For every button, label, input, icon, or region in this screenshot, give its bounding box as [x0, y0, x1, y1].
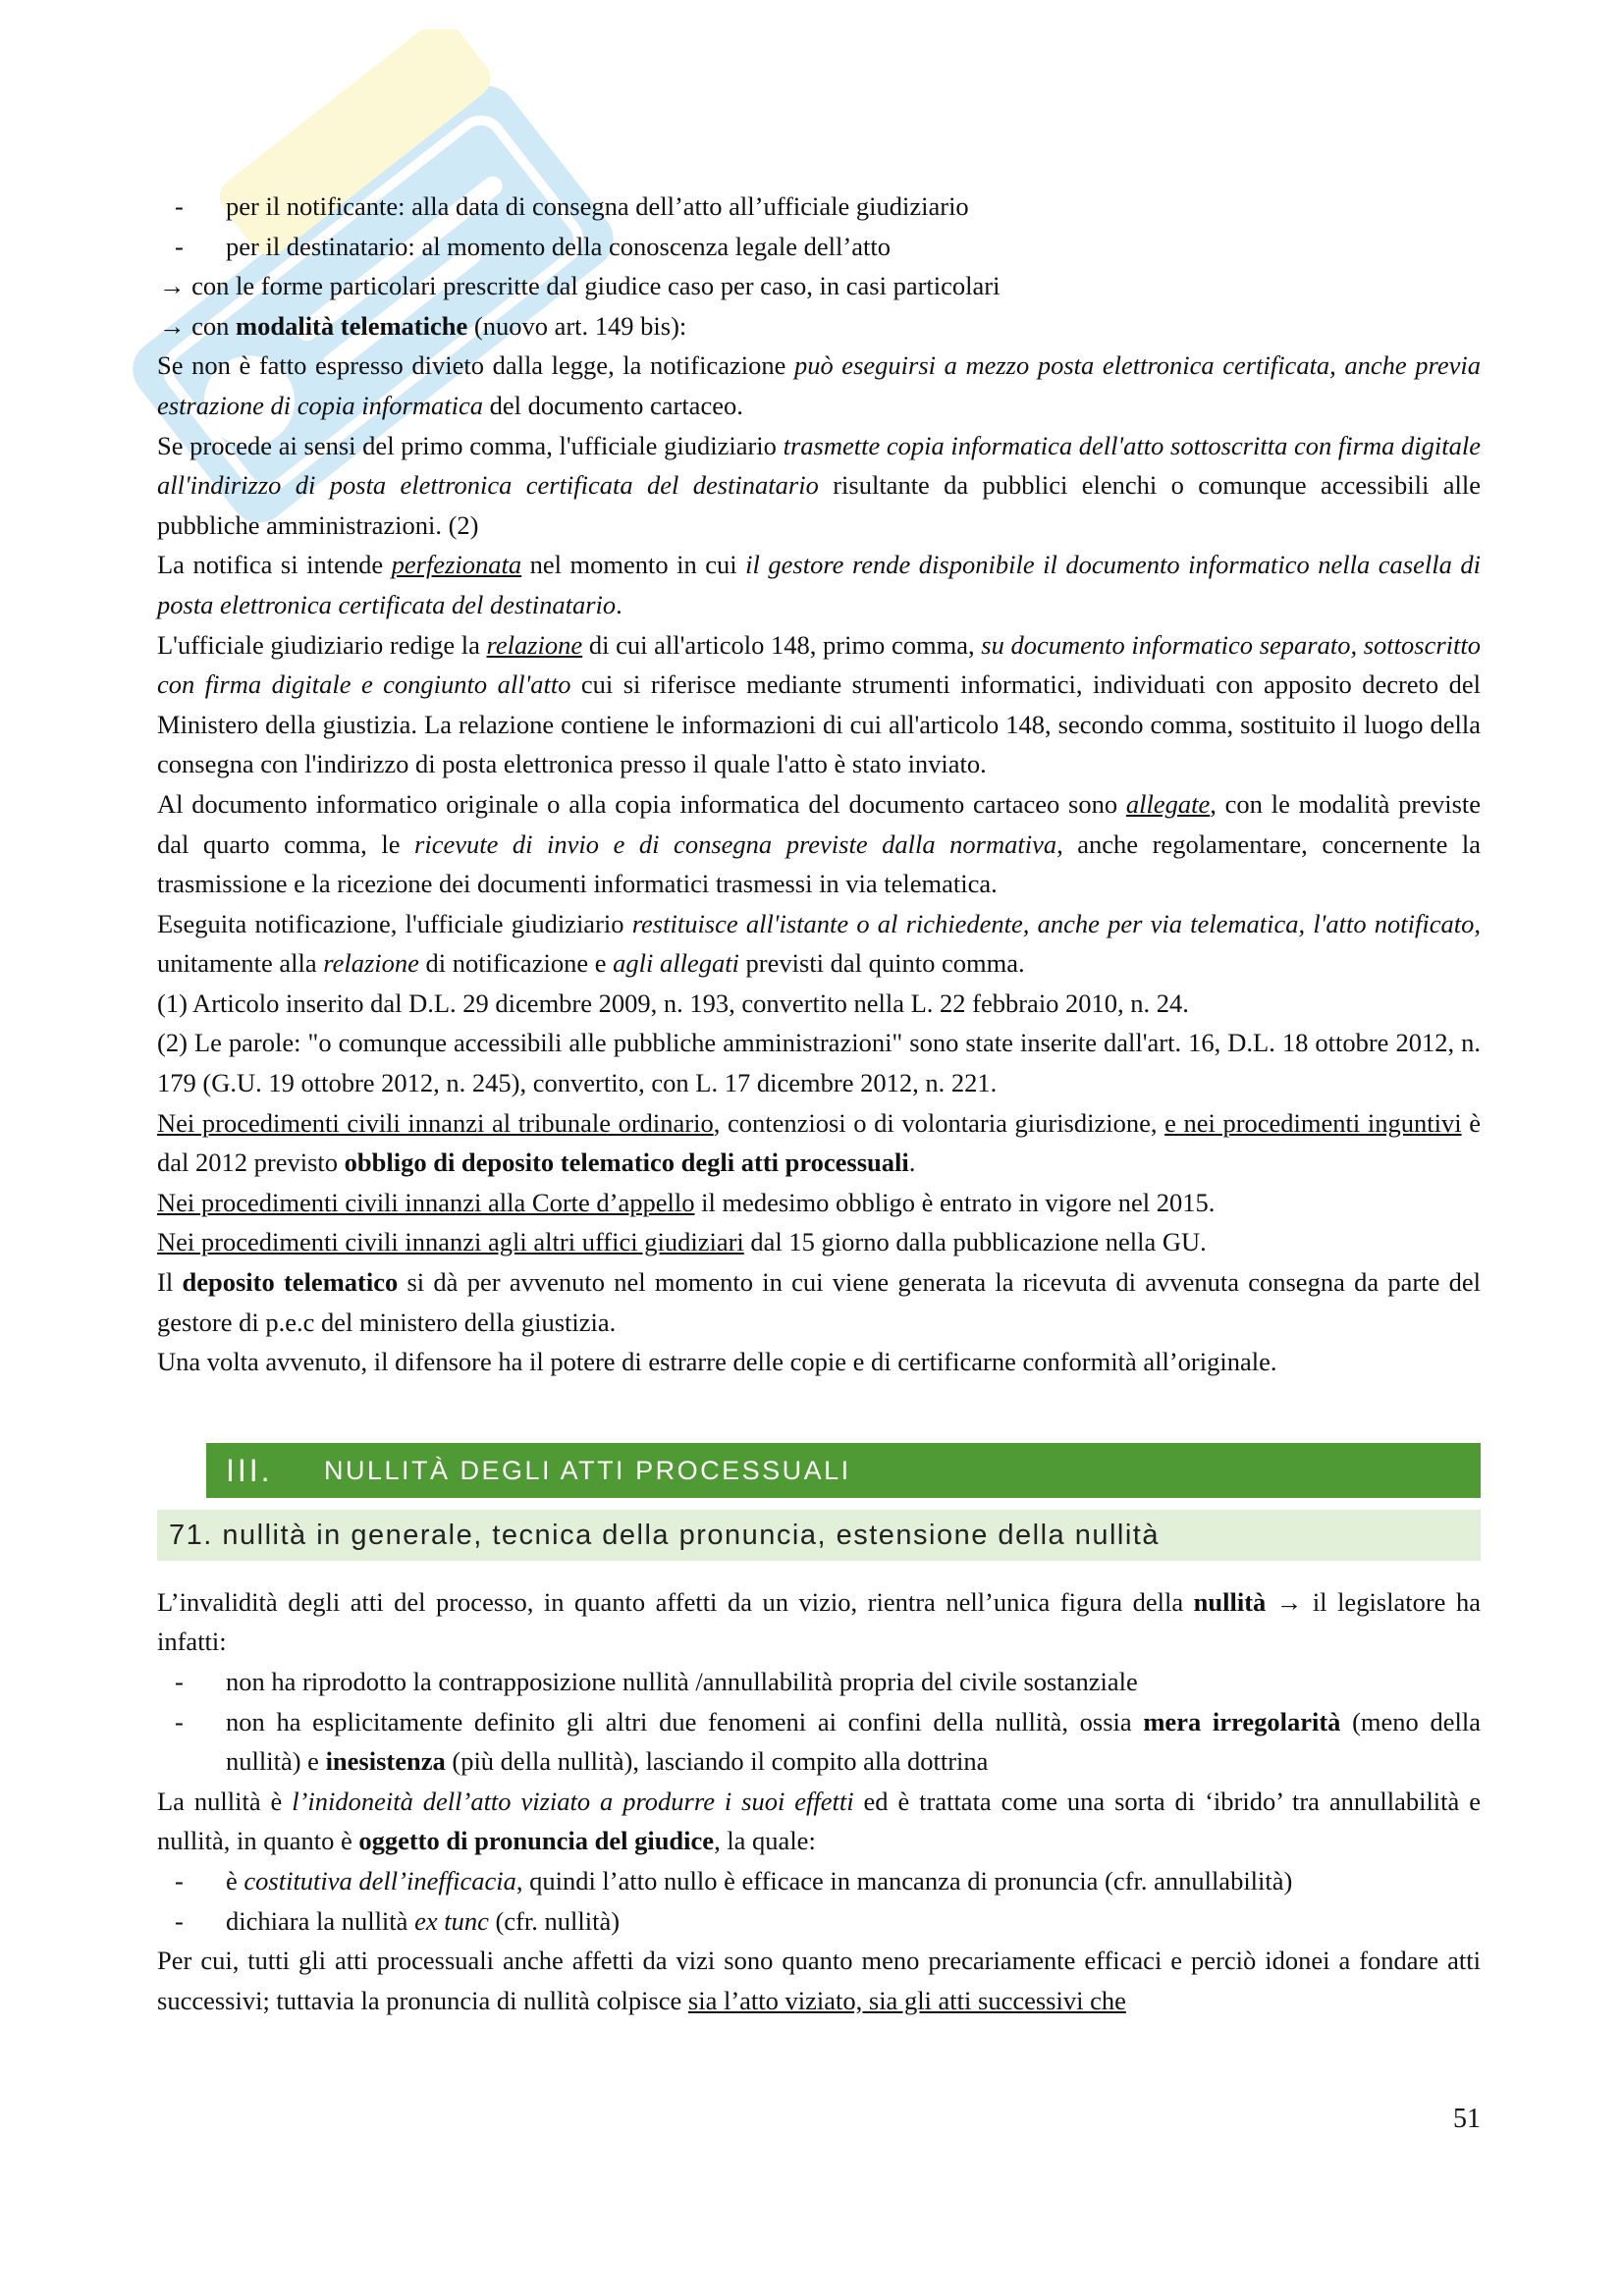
list-item: - non ha esplicitamente definito gli altri due fenomeni ai confini della nullità, ossia mera irregolarità (meno della nullità) e inesistenza (più della nullità), lasciando il compito alla dottrina	[157, 1702, 1481, 1782]
footnote-2: (2) Le parole: "o comunque accessibili alle pubbliche amministrazioni" sono state inserite dall'art. 16, D.L. 18 ottobre 2012, n. 179 (G.U. 19 ottobre 2012, n. 245), convertito, con L. 17 dicembre 2012, n. 221.	[157, 1028, 1481, 1098]
page-content	[157, 187, 1481, 2020]
paragraph: Se procede ai sensi del primo comma, l'ufficiale giudiziario trasmette copia informatica dell'atto sottoscritta con firma digitale all'indirizzo di posta elettronica certificata del destinatario risultante da pubblici elenchi o comunque accessibili alle pubbliche amministrazioni. (2)	[157, 430, 1481, 540]
spacer	[157, 1561, 1481, 1582]
paragraph: Una volta avvenuto, il difensore ha il potere di estrarre delle copie e di certificarne conformità all’originale.	[157, 1347, 1277, 1377]
spacer	[157, 1382, 1481, 1443]
section-title: NULLITÀ DEGLI ATTI PROCESSUALI	[324, 1455, 851, 1485]
subsection-heading: 71. nullità in generale, tecnica della pronuncia, estensione della nullità	[157, 1510, 1481, 1561]
paragraph: Se non è fatto espresso divieto dalla legge, la notificazione può eseguirsi a mezzo posta elettronica certificata, anche previa estrazione di copia informatica del documento cartaceo.	[157, 350, 1482, 420]
paragraph: Per cui, tutti gli atti processuali anche affetti da vizi sono quanto meno precariamente efficaci e perciò idonei a fondare atti successivi; tuttavia la pronuncia di nullità colpisce sia l’atto viziato, sia gli atti successivi che	[157, 1946, 1481, 2015]
paragraph: La notifica si intende perfezionata nel momento in cui il gestore rende disponibile il documento informatico nella casella di posta elettronica certificata del destinatario.	[157, 550, 1481, 619]
list-item: - non ha riprodotto la contrapposizione nullità /annullabilità propria del civile sostanziale	[157, 1662, 1481, 1702]
list-item: - è costitutiva dell’inefficacia, quindi l’atto nullo è efficace in mancanza di pronuncia (cfr. annullabilità)	[157, 1861, 1481, 1901]
paragraph: Eseguita notificazione, l'ufficiale giudiziario restituisce all'istante o al richiedente, anche per via telematica, l'atto notificato, unitamente alla relazione di notificazione e agli allegati previsti dal quinto comma.	[157, 908, 1481, 979]
paragraph: L’invalidità degli atti del processo, in quanto affetti da un vizio, rientra nell’unica figura della nullità → il legislatore ha infatti:	[157, 1586, 1481, 1657]
list-item: - per il destinatario: al momento della conoscenza legale dell’atto	[157, 227, 1481, 267]
list-item: - per il notificante: alla data di consegna dell’atto all’ufficiale giudiziario	[157, 187, 1481, 227]
page-number: 51	[1453, 2104, 1481, 2134]
arrow-line: → con modalità telematiche (nuovo art. 149 bis):	[159, 310, 687, 341]
paragraph: Al documento informatico originale o alla copia informatica del documento cartaceo sono allegate, con le modalità previste dal quarto comma, le ricevute di invio e di consegna previste dalla normativa, anche regolamentare, concernente la trasmissione e la ricezione dei documenti informatici trasmessi in via telematica.	[157, 788, 1482, 899]
paragraph: Nei procedimenti civili innanzi al tribunale ordinario, contenziosi o di volontaria giurisdizione, e nei procedimenti inguntivi è dal 2012 previsto obbligo di deposito telematico degli atti processuali.	[157, 1107, 1481, 1178]
paragraph: Il deposito telematico si dà per avvenuto nel momento in cui viene generata la ricevuta di avvenuta consegna da parte del gestore di p.e.c del ministero della giustizia.	[157, 1267, 1481, 1337]
paragraph: L'ufficiale giudiziario redige la relazione di cui all'articolo 148, primo comma, su documento informatico separato, sottoscritto con firma digitale e congiunto all'atto cui si riferisce mediante strumenti informatici, individuati con apposito decreto del Ministero della giustizia. La relazione contiene le informazioni di cui all'articolo 148, secondo comma, sostituito il luogo della consegna con l'indirizzo di posta elettronica presso il quale l'atto è stato inviato.	[157, 629, 1482, 779]
footnote-1: (1) Articolo inserito dal D.L. 29 dicembre 2009, n. 193, convertito nella L. 22 febbraio 2010, n. 24.	[157, 988, 1189, 1018]
paragraph: Nei procedimenti civili innanzi agli altri uffici giudiziari dal 15 giorno dalla pubblicazione nella GU.	[157, 1227, 1207, 1257]
list-item: - dichiara la nullità ex tunc (cfr. nullità)	[157, 1901, 1481, 1942]
paragraph: Nei procedimenti civili innanzi alla Corte d’appello il medesimo obbligo è entrato in vigore nel 2015.	[157, 1187, 1216, 1217]
paragraph: La nullità è l’inidoneità dell’atto viziato a produrre i suoi effetti ed è trattata come una sorta di ‘ibrido’ tra annullabilità e nullità, in quanto è oggetto di pronuncia del giudice, la quale:	[157, 1786, 1481, 1856]
arrow-line: → con le forme particolari prescritte dal giudice caso per caso, in casi particolari	[159, 271, 1001, 301]
section-number: III.	[226, 1452, 273, 1488]
section-heading	[206, 1443, 1481, 1498]
